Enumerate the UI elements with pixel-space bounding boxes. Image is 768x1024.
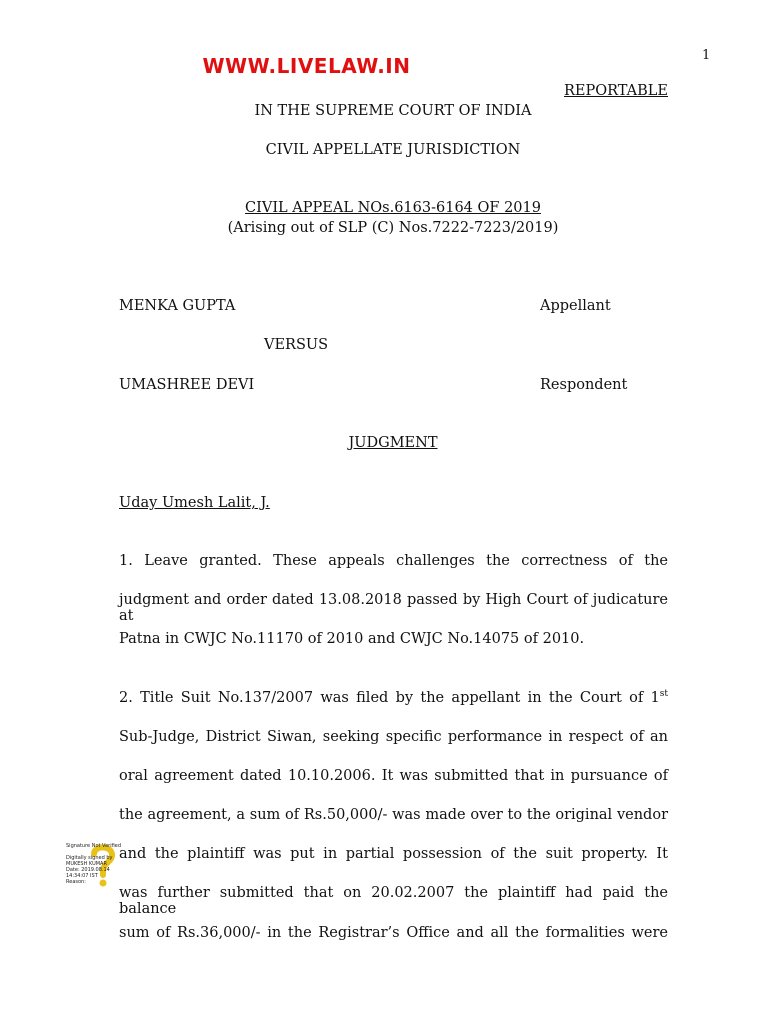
page-number: 1 <box>702 48 711 63</box>
paragraph-line: oral agreement dated 10.10.2006. It was submitted that in pursuance of <box>119 768 668 784</box>
signature-line: Signature Not Verified <box>66 843 122 849</box>
signature-line: Digitally signed by <box>66 855 113 861</box>
paragraph-line: Sub-Judge, District Siwan, seeking specific performance in respect of an <box>119 729 668 745</box>
ordinal-superscript: st <box>659 689 668 700</box>
livelaw-watermark: WWW.LIVELAW.IN <box>202 54 411 78</box>
court-title: IN THE SUPREME COURT OF INDIA <box>254 103 532 119</box>
judge-name: Uday Umesh Lalit, J. <box>119 495 270 511</box>
versus-label: VERSUS <box>264 337 329 353</box>
arising-from: (Arising out of SLP (C) Nos.7222-7223/2019) <box>227 220 559 236</box>
paragraph-line: the agreement, a sum of Rs.50,000/- was made over to the original vendor <box>119 807 668 823</box>
paragraph-line: and the plaintiff was put in partial possession of the suit property. It <box>119 846 668 862</box>
paragraph-line <box>119 690 668 706</box>
paragraph-text: 2. Title Suit No.137/2007 was filed by the appellant in the Court of 1 <box>119 690 660 706</box>
paragraph-line: 1. Leave granted. These appeals challenges the correctness of the <box>119 553 668 569</box>
signature-line: Reason: <box>66 879 86 885</box>
appellant-role: Appellant <box>540 298 611 314</box>
signature-line: MUKESH KUMAR <box>66 861 107 867</box>
paragraph-line: was further submitted that on 20.02.2007 the plaintiff had paid the balance <box>119 885 668 917</box>
respondent-role: Respondent <box>540 377 628 393</box>
appeal-number: CIVIL APPEAL NOs.6163-6164 OF 2019 <box>245 200 541 216</box>
digital-signature-stamp <box>66 840 122 888</box>
reportable-label: REPORTABLE <box>563 83 668 99</box>
judgment-heading: JUDGMENT <box>348 435 438 451</box>
signature-line: Date: 2019.08.14 <box>66 867 110 873</box>
paragraph-line: Patna in CWJC No.11170 of 2010 and CWJC No.14075 of 2010. <box>119 631 585 647</box>
jurisdiction-title: CIVIL APPELLATE JURISDICTION <box>265 142 521 158</box>
appellant-name: MENKA GUPTA <box>119 298 236 314</box>
paragraph-line: sum of Rs.36,000/- in the Registrar’s Office and all the formalities were <box>119 925 668 941</box>
signature-line: 14:34:07 IST <box>66 873 98 879</box>
paragraph-line: judgment and order dated 13.08.2018 passed by High Court of judicature at <box>119 592 668 624</box>
respondent-name: UMASHREE DEVI <box>119 377 255 393</box>
